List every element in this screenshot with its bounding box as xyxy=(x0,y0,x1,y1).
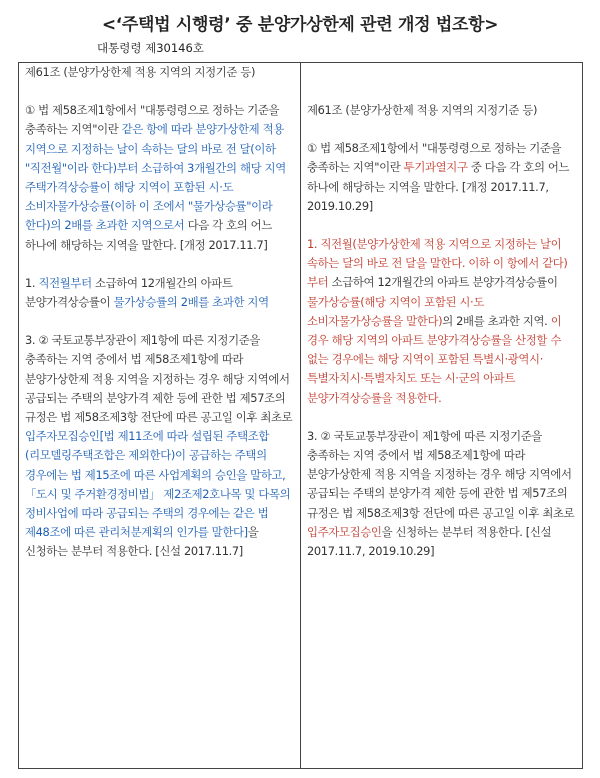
new-item-1 xyxy=(307,235,576,408)
new-item-1-mid: 의 2배를 초과한 지역. xyxy=(442,313,551,328)
old-p1-tail: 다음 각 호의 어느 하나에 해당하는 지역을 말한다. [개정 2017.11.7] xyxy=(25,218,272,252)
old-item-3-tail: 을 신청하는 분부터 적용한다. [신설 2017.11.7] xyxy=(25,525,259,559)
old-item-3 xyxy=(25,331,294,561)
comparison-row xyxy=(19,63,583,769)
old-p1-text: ① 법 제58조제1항에서 "대통령령으로 정하는 기준을 충족하는 지역"이란 xyxy=(25,103,280,137)
new-provision-column xyxy=(301,63,583,769)
old-item-1-text: 소급하여 12개월간의 아파트 분양가격상승률이 xyxy=(25,275,233,310)
new-item-3-tail: 을 신청하는 분부터 적용한다. [신설 2017.11.7, 2019.10.29] xyxy=(307,524,552,559)
new-item-1-highlight-a: 1. 직전월(분양가상한제 적용 지역으로 지정하는 날이 속하는 달의 바로 전 달을 말한다. 이하 이 항에서 같다)부터 xyxy=(307,237,568,290)
old-item-3-highlight: 입주자모집승인[법 제11조에 따라 설립된 주택조합(리모델링주택조합은 제외한다)이 공급하는 주택의 경우에는 법 제15조에 따른 사업계획의 승인을 말하고,「도시 및 주거환경정비법」 제2조제2호나목 및 다목의 정비사업에 따라 공급되는 주택의 경우에는 같은 법 제48조에 따른 관리처분계획의 인가를 말한다] xyxy=(25,429,291,540)
old-item-1-tail: 의 2배를 초과한 지역 xyxy=(166,295,269,310)
new-p1-highlight: 투기과열지구 xyxy=(403,160,468,175)
new-article-heading: 제61조 (분양가상한제 적용 지역의 지정기준 등) xyxy=(307,103,538,117)
old-item-1-highlight-b: 물가상승률 xyxy=(113,295,167,310)
comparison-table xyxy=(18,62,583,769)
old-item-1-highlight-a: 직전월부터 xyxy=(38,275,92,290)
old-item-1 xyxy=(25,274,294,312)
new-item-1-highlight-c: 이 경우 해당 지역의 아파트 분양가격상승률을 산정할 수 없는 경우에는 해당 지역이 포함된 특별시·광역시·특별자치시·특별자치도 또는 시·군의 아파트 분양가격상승률을 적용한다. xyxy=(307,313,562,405)
decree-number: 대통령령 제30146호 xyxy=(97,41,204,55)
new-paragraph-1 xyxy=(307,139,576,216)
new-item-3-text: 3. ② 국토교통부장관이 제1항에 따른 지정기준을 충족하는 지역 중에서 법 제58조제1항에 따라 분양가상한제 적용 지역을 지정하는 경우 해당 지역에서 공급되는 주택의 분양가격 제한 등에 관한 법 제57조의 규정은 법 제58조제3항 전단에 따른 공고일 이후 최초로 xyxy=(307,428,575,520)
new-item-1-text: 소급하여 12개월간의 아파트 분양가격상승률이 xyxy=(328,275,558,290)
old-article-heading: 제61조 (분양가상한제 적용 지역의 지정기준 등) xyxy=(25,65,256,79)
old-paragraph-1 xyxy=(25,101,294,255)
new-p1-tail: 중 다음 각 호의 어느 하나에 해당하는 지역을 말한다. [개정 2017.11.7, 2019.10.29] xyxy=(307,160,570,213)
new-item-3 xyxy=(307,427,576,561)
old-item-1-number: 1. xyxy=(25,275,39,290)
old-p1-highlight: 같은 항에 따라 분양가상한제 적용 지역으로 지정하는 날이 속하는 달의 바로 전 달(이하 "직전월"이라 한다)부터 소급하여 3개월간의 해당 지역 주택가격상승률이 해당 지역이 포함된 시·도 소비자물가상승률(이하 이 조에서 "물가상승률"이라 한다)의 2배를 초과한 지역으로서 xyxy=(25,122,286,233)
old-item-3-text: 3. ② 국토교통부장관이 제1항에 따른 지정기준을 충족하는 지역 중에서 법 제58조제1항에 따라 분양가상한제 적용 지역을 지정하는 경우 해당 지역에서 공급되는 주택의 분양가격 제한 등에 관한 법 제57조의 규정은 법 제58조제3항 전단에 따른 공고일 이후 최초로 xyxy=(25,333,293,425)
new-p1-text: ① 법 제58조제1항에서 "대통령령으로 정하는 기준을 충족하는 지역"이란 xyxy=(307,141,562,175)
new-item-1-highlight-b: 물가상승률(해당 지역이 포함된 시·도 소비자물가상승률을 말한다) xyxy=(307,294,484,328)
old-provision-column xyxy=(19,63,301,769)
new-item-3-highlight: 입주자모집승인 xyxy=(307,524,382,539)
document-title: <‘주택법 시행령’ 중 분양가상한제 관련 개정 법조항> xyxy=(101,15,499,35)
